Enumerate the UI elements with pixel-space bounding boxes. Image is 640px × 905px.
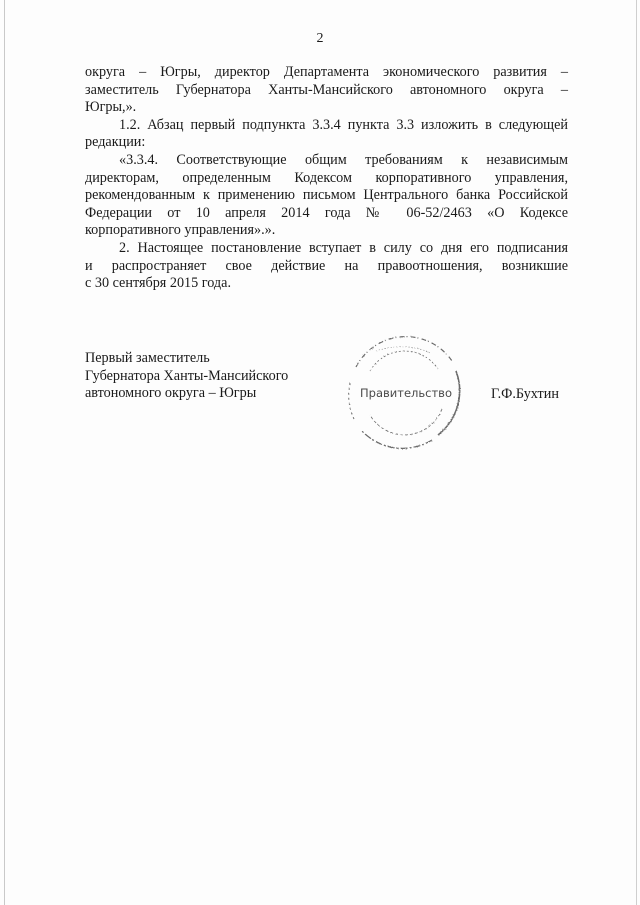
paragraph-line: Югры,». <box>85 99 137 116</box>
paragraph-line: Федерации от 10 апреля 2014 года № 06-52/2463 «О Кодексе <box>85 204 568 221</box>
paragraph-line: «3.3.4. Соответствующие общим требованиям к независимым <box>119 151 568 168</box>
paragraph-line: редакции: <box>85 134 146 151</box>
paragraph-line: округа – Югры, директор Департамента экономического развития – <box>85 64 568 80</box>
seal-text: Правительство <box>360 386 452 400</box>
page-number: 2 <box>316 31 324 46</box>
paragraph-line: 1.2. Абзац первый подпункта 3.3.4 пункта 3.3 изложить в следующей <box>119 116 568 133</box>
signatory-title-line: Первый заместитель <box>85 350 210 366</box>
paragraph-line: заместитель Губернатора Ханты-Мансийского автономного округа – <box>85 81 568 98</box>
paragraph-line: рекомендованным к применению письмом Центрального банка Российской <box>85 187 568 204</box>
paragraph-line: директорам, определенным Кодексом корпоративного управления, <box>85 169 568 186</box>
scan-edge-left <box>4 0 5 905</box>
paragraph-line: с 30 сентября 2015 года. <box>85 275 231 292</box>
paragraph-line: 2. Настоящее постановление вступает в силу со дня его подписания <box>119 239 568 256</box>
paragraph-line: и распространяет свое действие на правоотношения, возникшие <box>85 257 568 274</box>
scan-edge-right <box>636 0 637 905</box>
signatory-name: Г.Ф.Бухтин <box>491 386 559 402</box>
signatory-title-line: Губернатора Ханты-Мансийского <box>85 367 289 384</box>
document-body <box>85 64 568 293</box>
official-seal <box>334 327 470 457</box>
signatory-title-line: автономного округа – Югры <box>85 385 257 402</box>
paragraph-line: корпоративного управления».». <box>85 222 276 239</box>
signatory-title <box>85 350 288 403</box>
